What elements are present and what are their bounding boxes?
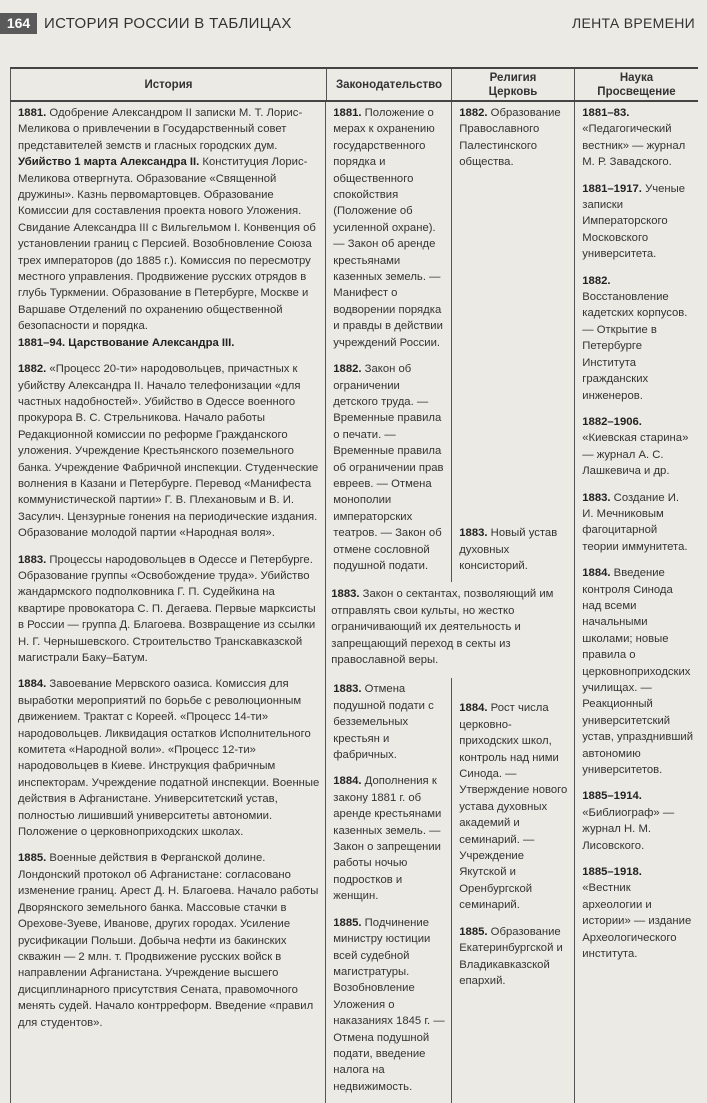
- history-entry: [18, 552, 320, 667]
- entry-text: Ученые записки Императорского Московского университета.: [582, 182, 686, 261]
- entry-text: Введение контроля Синода над всеми начальными школами; новые правила о церковноприходских училищах. — Реакционный университетский устав, упразднивший автономию университетов.: [582, 567, 694, 777]
- entry-text: Новый устав духовных консисторий.: [459, 527, 558, 572]
- header-religion: Религия Церковь: [451, 69, 574, 100]
- header-history: История: [10, 69, 326, 100]
- entry-text: Одобрение Александром II записки М. Т. Лорис-Меликова о привлечении в Государственный совет представителей земств и гласных городских дум.: [18, 107, 303, 152]
- legislation-column-lower: [326, 678, 451, 1103]
- entry-year: 1885.: [459, 925, 488, 938]
- entry-text: Военные действия в Ферганской долине. Лондонский протокол об Афганистане: согласовано изменение границ. Арест Д. Н. Благоева. Начало работы Дворянского земельного банка. Массовые стачки в Орехове-Зуеве, Иванове, других городах. Усиление русификации Польши. Добыча нефти из бакинских скважин — 2 млн. т. Продвижение русских войск в направлении Афганистана. Учреждение высшего дисциплинарного присутствия Сената, правомочного менять судей. Начало контрреформ. Введение «правил для студентов».: [18, 852, 319, 1029]
- entry-text: Отмена подушной подати с безземельных крестьян и фабричных.: [333, 683, 434, 762]
- entry-year: 1883.: [331, 588, 360, 601]
- religion-entry: [459, 525, 569, 574]
- entry-year: 1882.: [582, 274, 611, 287]
- header-legislation: Законодательство: [326, 69, 451, 100]
- entry-text: Восстановление кадетских корпусов. — Открытие в Петербурге Института гражданских инженеров.: [582, 291, 688, 402]
- entry-year: 1881–94. Царствование Александра III.: [18, 336, 235, 349]
- science-entry: [582, 788, 693, 854]
- entry-year: 1882–1906.: [582, 415, 642, 428]
- legislation-entry: [333, 915, 446, 1095]
- history-entry: [18, 850, 320, 1030]
- entry-year: 1884.: [333, 775, 362, 788]
- entry-year: 1882.: [333, 363, 362, 376]
- entry-year: 1881.: [333, 107, 362, 119]
- history-column: [10, 102, 325, 1103]
- entry-year: 1882.: [18, 363, 47, 376]
- upper-section: [326, 102, 574, 582]
- entry-text: Образование Екатеринбургской и Владикавказской епархий.: [459, 925, 563, 987]
- legislation-entry: [331, 586, 569, 668]
- entry-year: 1885.: [18, 852, 47, 865]
- book-title: ИСТОРИЯ РОССИИ В ТАБЛИЦАХ: [44, 15, 292, 32]
- history-entry: [18, 361, 320, 541]
- entry-year: 1883.: [459, 527, 488, 540]
- entry-year: 1884.: [18, 678, 47, 691]
- table-header-row: [10, 69, 698, 102]
- legislation-column-upper: [326, 102, 451, 582]
- legislation-entry: [333, 773, 446, 904]
- entry-year: 1883.: [582, 491, 611, 504]
- legislation-entry: [333, 105, 446, 351]
- entry-year: 1885.: [333, 916, 362, 929]
- religion-entry: [459, 924, 569, 990]
- science-column: [574, 102, 698, 1103]
- history-entry: [18, 105, 320, 351]
- header-science: Наука Просвещение: [574, 69, 698, 100]
- entry-year: 1881–83.: [582, 107, 630, 119]
- religion-entry: [459, 105, 569, 171]
- entry-text: «Педагогический вестник» — журнал М. Р. Завадского.: [582, 123, 686, 169]
- science-entry: [582, 414, 693, 480]
- legislation-entry: [333, 681, 446, 763]
- entry-year: 1884.: [582, 567, 611, 580]
- science-entry: [582, 273, 693, 404]
- entry-text: Закон о сектантах, позволяющий им отправлять свои культы, но жестко ограничивающий их деятельность и запрещающий переход в секты из православной веры.: [331, 588, 554, 666]
- entry-text: «Вестник археологии и истории» — издание Археологического института.: [582, 882, 692, 961]
- entry-year: 1883.: [18, 553, 47, 566]
- entry-text: Завоевание Мервского оазиса. Комиссия для выработки мероприятий по борьбе с революционным движением. Трактат с Кореей. «Процесс 14-ти» народовольцев. Ликвидация остатков Исполнительного комитета «Народной воли». «Процесс 12-ти» народовольцев в Киеве. Инструкция фабричным инспекторам. Учреждение податной инспекции. Военные действия в Афганистане. Университетский устав, полностью лишивший университеты автономии. Положение о церковноприходских школах.: [18, 678, 320, 839]
- entry-text: Положение о мерах к охранению государственного порядка и общественного спокойствия (Положение об усиленной охране). — Закон об аренде крестьянами казенных земель. — Манифест о водворении порядка и правды в действии учреждений России.: [333, 107, 443, 349]
- entry-text: «Процесс 20-ти» народовольцев, причастных к убийству Александра II. Начало телефонизации «для частных надобностей». Убийство в Одессе военного прокурора В. С. Стрельникова. Начало работы Редакционной комиссии по реформе Гражданского уложения. Учреждение Крестьянского поземельного банка. Учреждение Фабричной инспекции. Студенческие волнения в Казани и Петербурге. Перевод «Манифеста коммунистической партии» Г. В. Плехановым и В. И. Засулич. Цензурные гонения на периодические издания. Образование молодой партии «Народная воля».: [18, 363, 319, 540]
- entry-text: Закон об ограничении детского труда. — Временные правила о печати. — Временные правила об ограничении прав евреев. — Отмена монополии императорских театров. — Закон об отмене сословной подушной подати.: [333, 363, 444, 572]
- entry-text: «Киевская старина» — журнал А. С. Лашкевича и др.: [582, 432, 689, 478]
- legislation-entry: [333, 361, 446, 574]
- science-entry: [582, 864, 693, 962]
- page-number: 164: [0, 13, 37, 34]
- timeline-table-body: [10, 102, 698, 1103]
- entry-text: Дополнения к закону 1881 г. об аренде крестьянами казенных земель. — Закон о запрещении работы ночью подростков и женщин.: [333, 775, 442, 903]
- entry-text: Процессы народовольцев в Одессе и Петербурге. Образование группы «Освобождение труда». Убийство жандармского подполковника Г. П. Судейкина на квартире провокатора С. П. Дегаева. Первые марксисты в России — группа Д. Благоева. Возвращение из ссылки Н. Г. Чернышевского. Строительство Транскавказской магистрали Баку–Батум.: [18, 553, 316, 664]
- religion-column-lower: [451, 678, 574, 1103]
- science-entry: [582, 565, 693, 778]
- entry-text: «Библиограф» — журнал Н. М. Лисовского.: [582, 806, 675, 852]
- religion-entry: [459, 700, 569, 913]
- entry-text: Конституция Лорис-Меликова отвергнута. Образование «Священной дружины». Казнь первомартовцев. Образование Комиссии для составления проекта нового Уложения. Свидание Александра III с Вильгельмом I. Конвенция об установлении границ с Персией. Возобновление Союза трех императоров (до 1885 г.). Комиссия по пересмотру местного управления. Продвижение русских отрядов в глубь Туркмении. Образование в Петербурге, Москве и Варшаве Отделений по охранению общественной безопасности и порядка.: [18, 156, 316, 333]
- science-entry: [582, 490, 693, 556]
- entry-year: Убийство 1 марта Александра II.: [18, 156, 200, 169]
- entry-year: 1885–1918.: [582, 866, 642, 879]
- timeline-table: [10, 67, 698, 1103]
- entry-year: 1881.: [18, 107, 47, 119]
- religion-column-upper: [451, 102, 574, 582]
- entry-text: Создание И. И. Мечниковым фагоцитарной теории иммунитета.: [582, 491, 688, 553]
- lower-section: [326, 678, 574, 1103]
- entry-text: Рост числа церковно-приходских школ, контроль над ними Синода. — Утверждение нового устава духовных академий и семинарий. — Учреждение Якутской и Оренбургской семинарий.: [459, 702, 568, 912]
- history-entry: [18, 676, 320, 840]
- entry-text: Образование Православного Палестинского общества.: [459, 107, 561, 169]
- science-entry: [582, 105, 693, 171]
- entry-year: 1882.: [459, 107, 488, 119]
- section-title: ЛЕНТА ВРЕМЕНИ: [571, 15, 695, 31]
- entry-text: Подчинение министру юстиции всей судебной магистратуры. Возобновление Уложения о наказаниях 1845 г. — Отмена подушной подати, введение налога на недвижимость.: [333, 916, 445, 1093]
- legislation-wide-entry: [326, 582, 574, 678]
- legislation-religion-area: [325, 102, 574, 1103]
- entry-year: 1881–1917.: [582, 182, 642, 195]
- entry-year: 1884.: [459, 702, 488, 715]
- entry-year: 1883.: [333, 683, 362, 696]
- science-entry: [582, 181, 693, 263]
- entry-year: 1885–1914.: [582, 790, 642, 803]
